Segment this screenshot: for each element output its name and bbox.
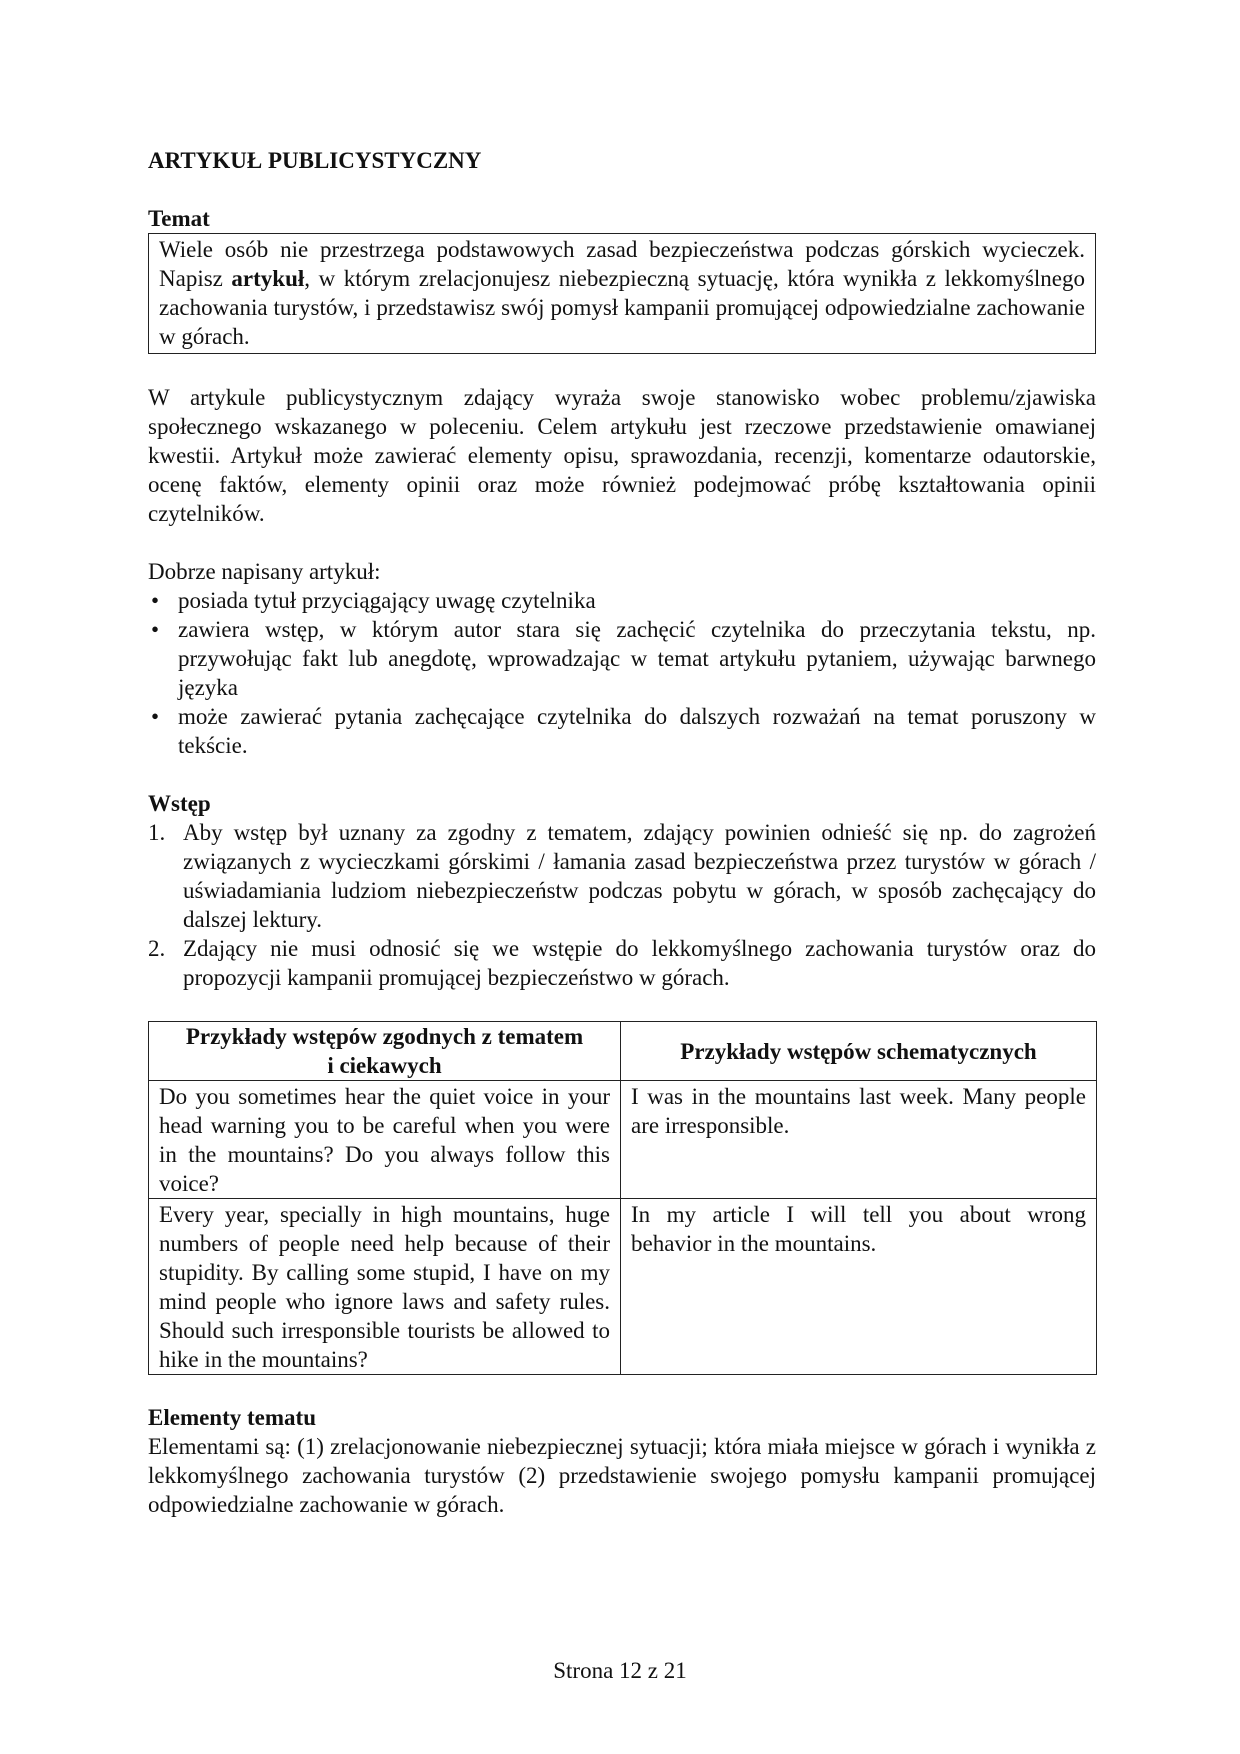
table-cell-good: Do you sometimes hear the quiet voice in your head warning you to be careful when you were in the mountains? Do you always follow this voice? [149, 1081, 621, 1199]
list-item [148, 934, 1096, 992]
table-row [149, 1081, 1097, 1199]
topic-box [148, 233, 1096, 354]
table-cell-schematic: I was in the mountains last week. Many people are irresponsible. [621, 1081, 1097, 1199]
list-item-text: Aby wstęp był uznany za zgodny z tematem, zdający powinien odnieść się np. do zagrożeń związanych z wycieczkami górskimi / łamania zasad bezpieczeństwa przez turystów w górach / uświadamiania ludziom niebezpieczeństw podczas pobytu w górach, w sposób zachęcający do dalszej lektury. [183, 820, 1096, 932]
table-header-row [149, 1022, 1097, 1081]
list-item-text: Zdający nie musi odnosić się we wstępie do lekkomyślnego zachowania turystów oraz do propozycji kampanii promującej bezpieczeństwo w górach. [183, 936, 1096, 990]
bullet-icon: • [151, 704, 160, 729]
list-item [148, 615, 1096, 702]
list-item [148, 702, 1096, 760]
topic-heading: Temat [148, 206, 210, 231]
list-item [148, 818, 1096, 934]
description-paragraph: W artykule publicystycznym zdający wyraża swoje stanowisko wobec problemu/zjawiska społecznego wskazanego w poleceniu. Celem artykułu jest rzeczowe przedstawienie omawianej kwestii. Artykuł może zawierać elementy opisu, sprawozdania, recenzji, komentarze odautorskie, ocenę faktów, elementy opinii oraz może również podejmować próbę kształtowania opinii czytelników. [148, 385, 1096, 526]
intro-section-heading: Wstęp [148, 791, 211, 816]
document-page [148, 146, 1096, 1519]
column-header-good-line2: i ciekawych [327, 1053, 442, 1078]
elements-paragraph: Elementami są: (1) zrelacjonowanie niebezpiecznej sytuacji; która miała miejsce w górach i wynikła z lekkomyślnego zachowania turystów (2) przedstawienie swojego pomysłu kampanii promującej odpowiedzialne zachowanie w górach. [148, 1434, 1096, 1517]
good-article-intro: Dobrze napisany artykuł: [148, 559, 381, 584]
column-header-good-line1: Przykłady wstępów zgodnych z tematem [185, 1024, 584, 1049]
bullet-icon: • [151, 617, 160, 642]
topic-text-start: Wiele osób nie przestrzega podstawowych zasad bezpieczeństwa podczas górskich wycieczek. Napisz [159, 237, 1085, 291]
list-item-text: może zawierać pytania zachęcające czytelnika do dalszych rozważań na temat poruszony w tekście. [178, 704, 1096, 758]
topic-text-end: , w którym zrelacjonujesz niebezpieczną sytuację, która wynikła z lekkomyślnego zachowania turystów, i przedstawisz swój pomysł kampanii promującej odpowiedzialne zachowanie w górach. [159, 266, 1085, 349]
bullet-icon: • [151, 588, 160, 613]
item-number: 1. [148, 820, 166, 845]
good-article-list [148, 586, 1096, 760]
table-cell-schematic: In my article I will tell you about wrong behavior in the mountains. [621, 1199, 1097, 1375]
intro-section-list [148, 818, 1096, 992]
list-item-text: posiada tytuł przyciągający uwagę czytelnika [178, 588, 596, 613]
document-title: ARTYKUŁ PUBLICYSTYCZNY [148, 148, 482, 173]
table-row [149, 1199, 1097, 1375]
table-cell-good: Every year, specially in high mountains, huge numbers of people need help because of their stupidity. By calling some stupid, I have on my mind people who ignore laws and safety rules. Should such irresponsible tourists be allowed to hike in the mountains? [149, 1199, 621, 1375]
topic-text-bold: artykuł [231, 266, 305, 291]
list-item [148, 586, 1096, 615]
column-header-schematic: Przykłady wstępów schematycznych [621, 1022, 1097, 1081]
page-footer: Strona 12 z 21 [553, 1658, 687, 1683]
column-header-good [149, 1022, 621, 1081]
examples-table [148, 1021, 1097, 1375]
list-item-text: zawiera wstęp, w którym autor stara się zachęcić czytelnika do przeczytania tekstu, np. przywołując fakt lub anegdotę, wprowadzając w temat artykułu pytaniem, używając barwnego języka [178, 617, 1096, 700]
elements-heading: Elementy tematu [148, 1405, 316, 1430]
item-number: 2. [148, 936, 166, 961]
